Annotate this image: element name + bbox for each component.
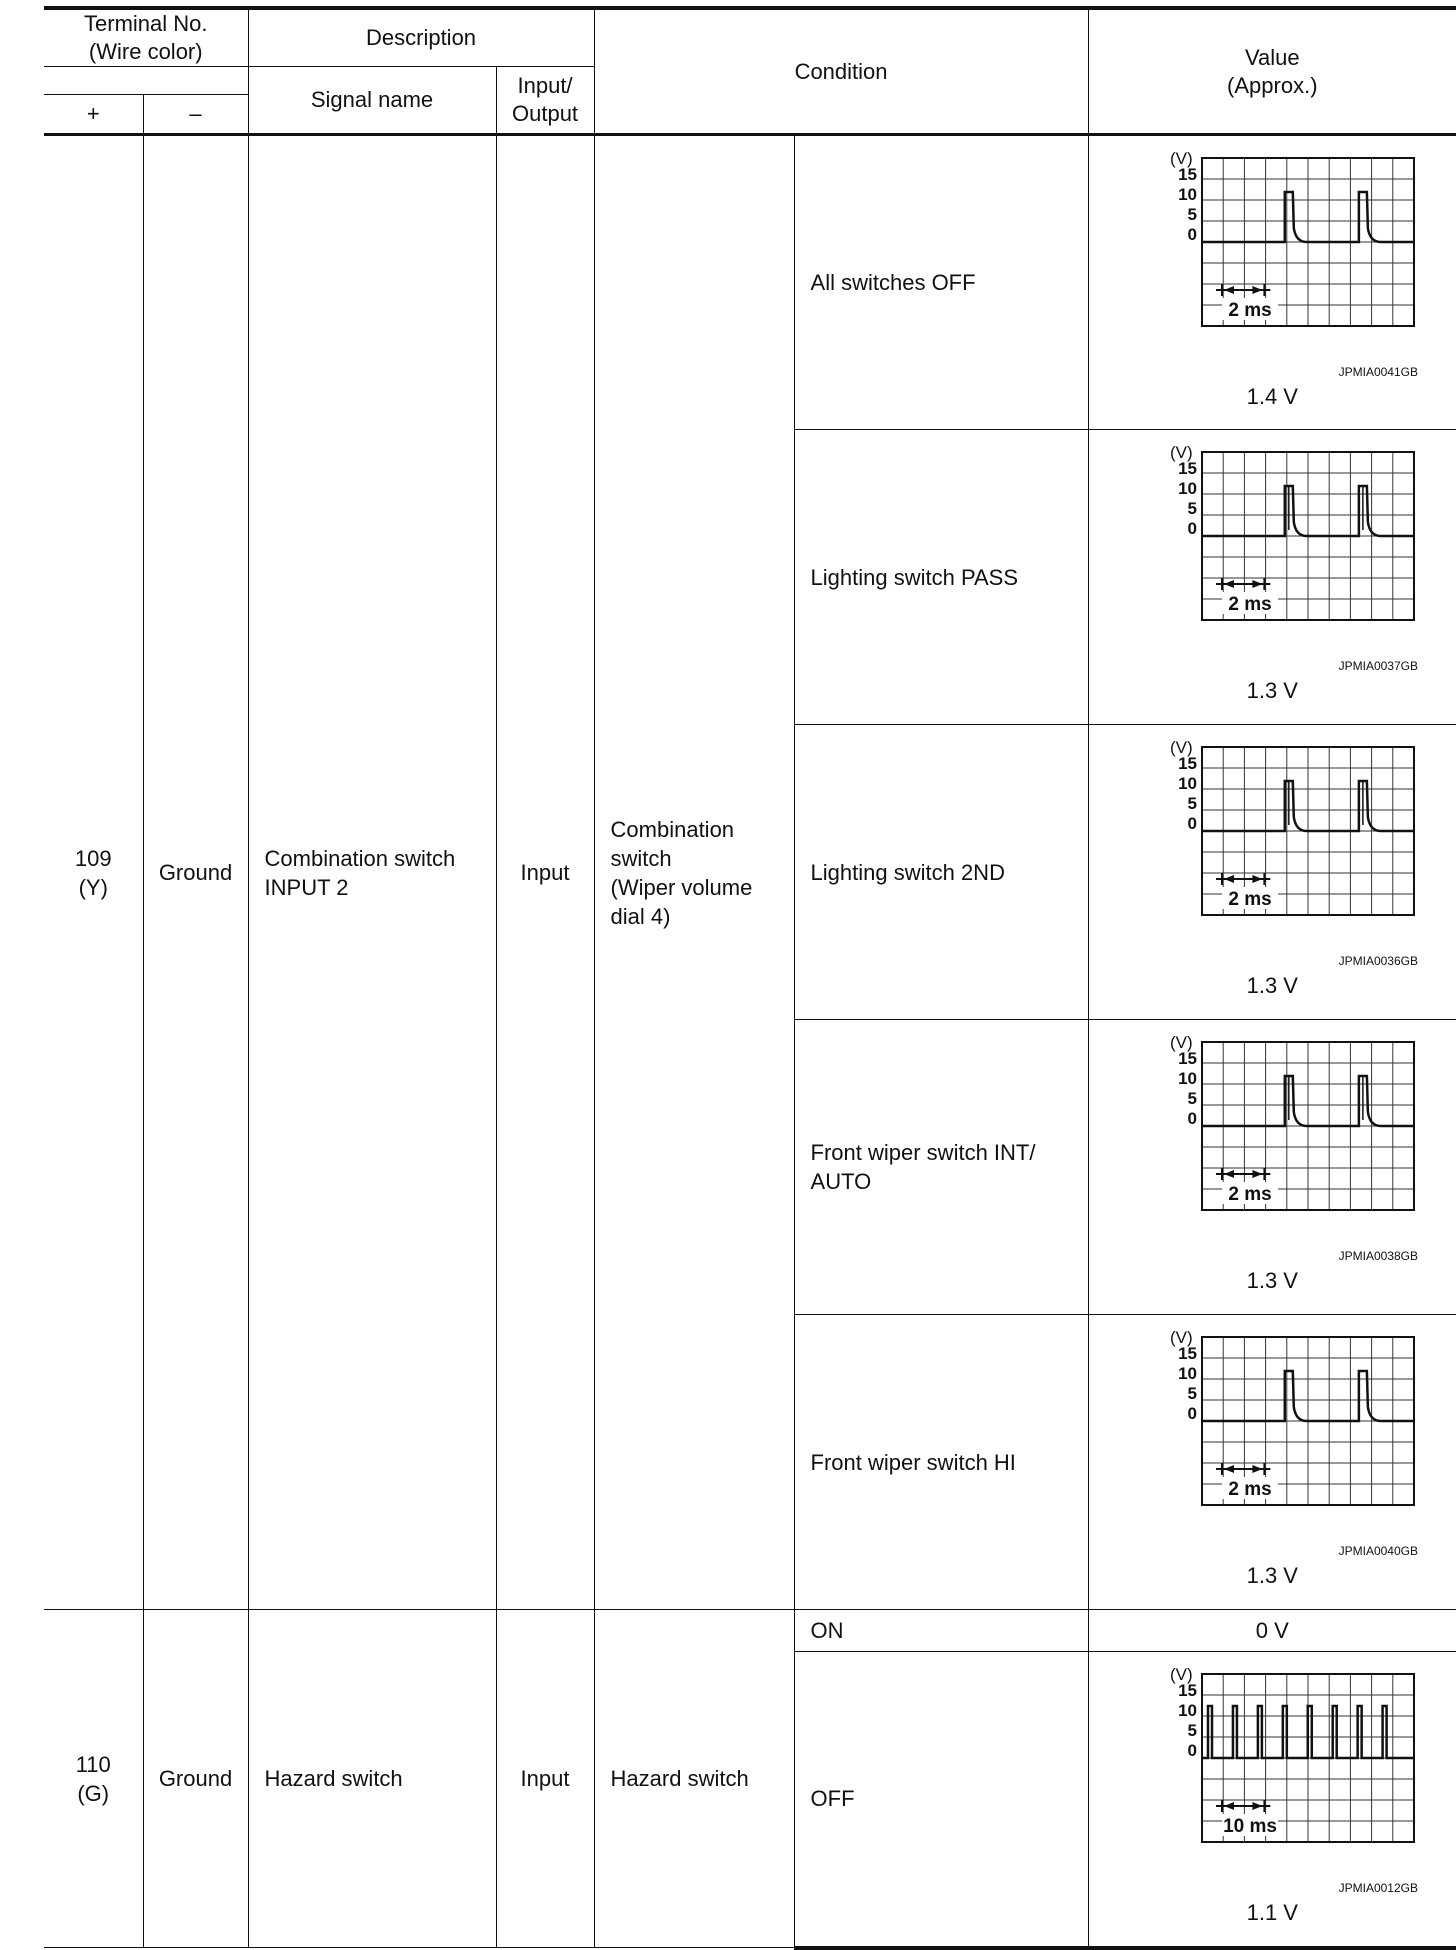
sub-condition-cell — [794, 1652, 1088, 1948]
value-header — [1088, 8, 1456, 135]
waveform-chart — [1122, 1315, 1422, 1561]
sub-condition-cell — [794, 725, 1088, 1020]
terminal-header-spacer — [44, 67, 248, 95]
figure-code: JPMIA0036GB — [1338, 954, 1419, 968]
time-scale-arrow — [1253, 286, 1263, 294]
y-tick-label: 10 — [1178, 1364, 1198, 1383]
io-label-1: Input/ — [517, 73, 573, 98]
sub-condition-line: OFF — [810, 1786, 855, 1812]
y-tick-label: 10 — [1178, 185, 1198, 204]
time-scale-label: 2 ms — [1228, 1184, 1272, 1205]
wire-color: (Y) — [78, 874, 108, 900]
y-tick-label: 15 — [1178, 1681, 1198, 1700]
header-row-1 — [44, 8, 1456, 67]
sub-condition-line: Lighting switch PASS — [810, 564, 1019, 590]
y-tick-label: 5 — [1187, 794, 1198, 813]
value-label: Value — [1244, 44, 1300, 70]
description-header: Description — [248, 8, 594, 67]
waveform-chart — [1122, 1652, 1422, 1898]
sub-condition-cell — [794, 135, 1088, 430]
terminal-header — [44, 8, 248, 67]
sub-condition-cell — [794, 1020, 1088, 1315]
io-header — [496, 67, 594, 135]
time-scale-arrow — [1224, 286, 1234, 294]
y-tick-label: 5 — [1187, 1089, 1198, 1108]
condition-line: Combination — [610, 816, 735, 842]
y-tick-label: 0 — [1187, 1404, 1198, 1423]
condition-line: switch — [610, 845, 672, 871]
signal-name-cell — [248, 1610, 496, 1948]
signal-name-line: Hazard switch — [264, 1766, 403, 1791]
signal-trace — [1202, 1706, 1414, 1758]
y-tick-label: 10 — [1178, 479, 1198, 498]
time-scale-label: 2 ms — [1228, 1479, 1272, 1500]
minus-header: – — [143, 95, 248, 135]
io-label-2: Output — [512, 101, 579, 126]
terminal-plus-cell — [44, 135, 143, 1610]
plus-header: + — [44, 95, 143, 135]
y-tick-label: 0 — [1187, 1109, 1198, 1128]
figure-code: JPMIA0038GB — [1338, 1249, 1419, 1263]
value-text: 0 V — [1255, 1618, 1289, 1643]
time-scale-arrow — [1253, 875, 1263, 883]
io-cell: Input — [496, 1610, 594, 1948]
value-cell — [1088, 430, 1456, 725]
terminal-plus-cell — [44, 1610, 143, 1948]
terminal-minus-cell: Ground — [143, 135, 248, 1610]
y-axis-unit: (V) — [1170, 738, 1193, 757]
figure-code: JPMIA0012GB — [1338, 1881, 1419, 1895]
y-tick-label: 10 — [1178, 1701, 1198, 1720]
time-scale-arrow — [1253, 580, 1263, 588]
time-scale-arrow — [1224, 580, 1234, 588]
sub-condition-cell — [794, 1315, 1088, 1610]
sub-condition-cell — [794, 1610, 1088, 1652]
y-tick-label: 15 — [1178, 1049, 1198, 1068]
value-text: 1.3 V — [1246, 678, 1298, 703]
figure-code: JPMIA0040GB — [1338, 1544, 1419, 1558]
time-scale-arrow — [1253, 1802, 1263, 1810]
condition-line: dial 4) — [610, 903, 671, 929]
wire-color-label: (Wire color) — [88, 39, 203, 64]
y-tick-label: 5 — [1187, 499, 1198, 518]
time-scale-arrow — [1224, 1802, 1234, 1810]
value-cell — [1088, 1315, 1456, 1610]
signal-name-cell — [248, 135, 496, 1610]
terminal-number: 110 — [75, 1751, 111, 1777]
y-axis-unit: (V) — [1170, 1665, 1193, 1684]
y-tick-label: 15 — [1178, 1344, 1198, 1363]
sub-condition-line: Front wiper switch HI — [810, 1449, 1016, 1475]
y-tick-label: 15 — [1178, 165, 1198, 184]
time-scale-arrow — [1224, 1170, 1234, 1178]
value-cell — [1088, 1020, 1456, 1315]
terminal-spec-table — [44, 6, 1456, 1950]
condition-header: Condition — [594, 8, 1088, 135]
y-tick-label: 10 — [1178, 774, 1198, 793]
terminal-no-label: Terminal No. — [84, 11, 208, 36]
condition-main-cell — [594, 1610, 794, 1948]
signal-name-line: Combination switch — [264, 845, 456, 871]
sub-condition-line: All switches OFF — [810, 270, 976, 295]
y-tick-label: 10 — [1178, 1069, 1198, 1088]
time-scale-arrow — [1253, 1465, 1263, 1473]
y-tick-label: 5 — [1187, 1384, 1198, 1403]
y-tick-label: 15 — [1178, 459, 1198, 478]
time-scale-label: 2 ms — [1228, 889, 1272, 910]
signal-name-line: INPUT 2 — [264, 874, 349, 900]
y-axis-unit: (V) — [1170, 443, 1193, 462]
value-text: 1.4 V — [1246, 384, 1298, 409]
time-scale-arrow — [1224, 1465, 1234, 1473]
y-tick-label: 5 — [1187, 1721, 1198, 1740]
value-cell — [1088, 725, 1456, 1020]
value-text: 1.3 V — [1246, 1268, 1298, 1293]
sub-condition-line: Lighting switch 2ND — [810, 859, 1005, 885]
io-cell: Input — [496, 135, 594, 1610]
condition-line: Hazard switch — [610, 1766, 749, 1791]
y-tick-label: 5 — [1187, 205, 1198, 224]
condition-main-cell — [594, 135, 794, 1610]
approx-label: (Approx.) — [1227, 72, 1318, 98]
waveform-chart — [1122, 725, 1422, 971]
y-tick-label: 0 — [1187, 1741, 1198, 1760]
time-scale-label: 2 ms — [1228, 300, 1272, 321]
y-axis-unit: (V) — [1170, 149, 1193, 168]
sub-condition-line: AUTO — [810, 1169, 872, 1194]
figure-code: JPMIA0037GB — [1338, 659, 1419, 673]
value-text: 1.1 V — [1246, 1900, 1298, 1925]
sub-condition-line: ON — [810, 1618, 844, 1643]
figure-code: JPMIA0041GB — [1338, 365, 1419, 379]
y-tick-label: 0 — [1187, 519, 1198, 538]
value-text: 1.3 V — [1246, 973, 1298, 998]
time-scale-arrow — [1253, 1170, 1263, 1178]
waveform-chart — [1122, 430, 1422, 676]
time-scale-label: 10 ms — [1223, 1816, 1278, 1837]
signal-name-header: Signal name — [248, 67, 496, 135]
y-axis-unit: (V) — [1170, 1328, 1193, 1347]
terminal-number: 109 — [74, 845, 112, 871]
condition-line: (Wiper volume — [610, 874, 753, 900]
time-scale-arrow — [1224, 875, 1234, 883]
y-axis-unit: (V) — [1170, 1033, 1193, 1052]
terminal-minus-cell: Ground — [143, 1610, 248, 1948]
sub-condition-line: Front wiper switch INT/ — [810, 1140, 1036, 1165]
time-scale-label: 2 ms — [1228, 594, 1272, 615]
table-row — [44, 1610, 1456, 1652]
y-tick-label: 0 — [1187, 225, 1198, 244]
waveform-chart — [1122, 136, 1422, 382]
value-cell — [1088, 1610, 1456, 1652]
table-row — [44, 135, 1456, 430]
value-cell — [1088, 135, 1456, 430]
sub-condition-cell — [794, 430, 1088, 725]
waveform-chart — [1122, 1020, 1422, 1266]
wire-color: (G) — [77, 1780, 110, 1806]
y-tick-label: 0 — [1187, 814, 1198, 833]
y-tick-label: 15 — [1178, 754, 1198, 773]
value-cell — [1088, 1652, 1456, 1948]
value-text: 1.3 V — [1246, 1563, 1298, 1588]
